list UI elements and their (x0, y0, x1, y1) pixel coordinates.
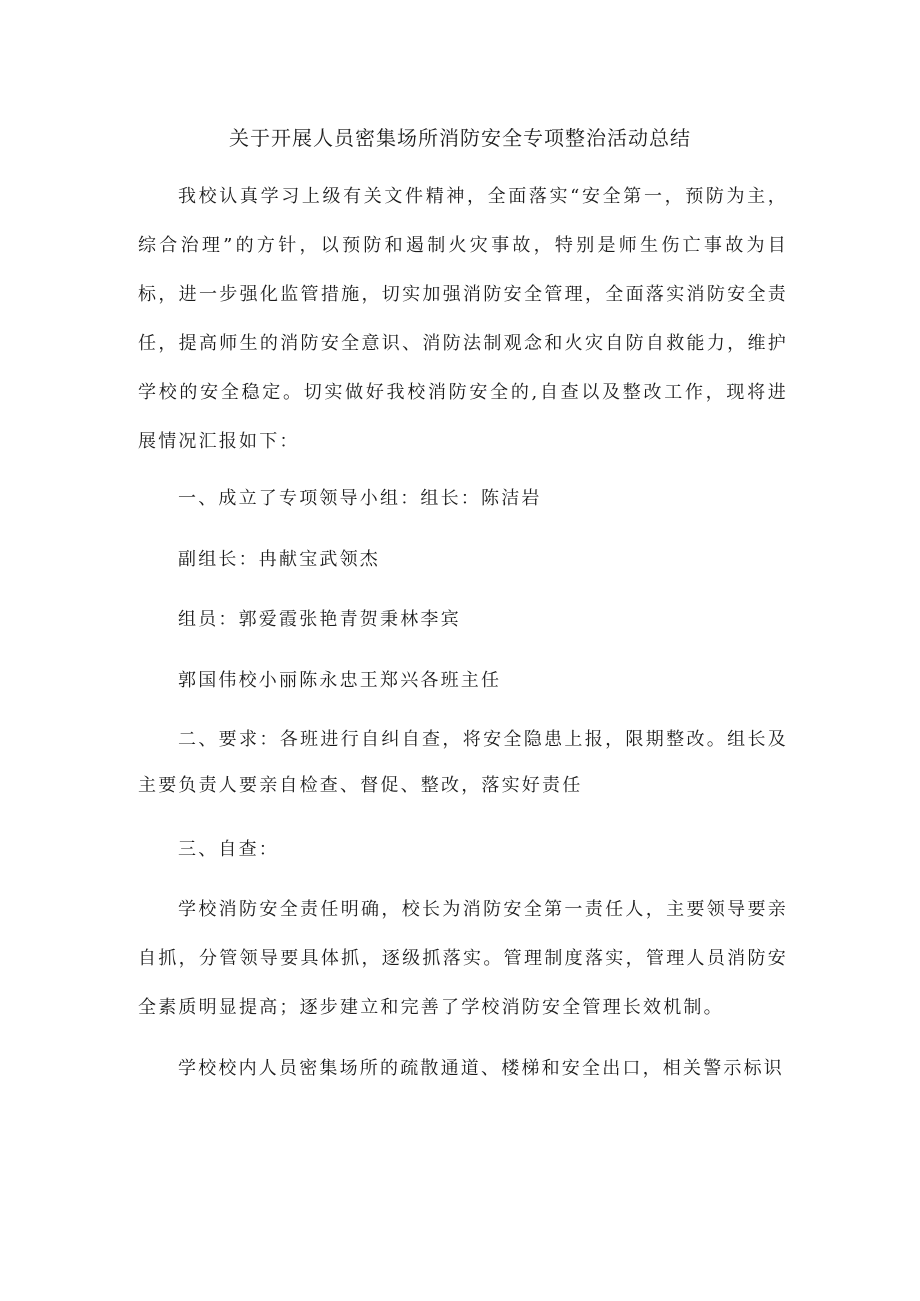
document-title: 关于开展人员密集场所消防安全专项整治活动总结 (229, 126, 691, 150)
paragraph-leader-group: 一、成立了专项领导小组：组长：陈洁岩 (178, 488, 542, 509)
paragraph-responsibility: 学校消防安全责任明确，校长为消防安全第一责任人，主要领导要亲自抓，分管领导要具体抓，逐级抓落实。管理制度落实，管理人员消防安全素质明显提高；逐步建立和完善了学校消防安全管理长效机制。 (138, 899, 788, 1018)
paragraph-deputy-leader: 副组长：冉献宝武领杰 (178, 549, 380, 570)
paragraph-requirements: 二、要求：各班进行自纠自查，将安全隐患上报，限期整改。组长及主要负责人要亲自检查、督促、整改，落实好责任 (138, 729, 788, 796)
paragraph-self-check-heading: 三、自查： (178, 839, 279, 860)
paragraph-members-continued: 郭国伟校小丽陈永忠王郑兴各班主任 (178, 670, 502, 691)
paragraph-intro: 我校认真学习上级有关文件精神，全面落实“安全第一，预防为主，综合治理”的方针，以预防和遏制火灾事故，特别是师生伤亡事故为目标，进一步强化监管措施，切实加强消防安全管理，全面落实消防安全责任，提高师生的消防安全意识、消防法制观念和火灾自防自救能力，维护学校的安全稳定。切实做好我校消防安全的,自查以及整改工作，现将进展情况汇报如下： (138, 186, 788, 452)
paragraph-evacuation: 学校校内人员密集场所的疏散通道、楼梯和安全出口，相关警示标识 (178, 1058, 784, 1079)
paragraph-members: 组员：郭爱霞张艳青贺秉林李宾 (178, 609, 461, 630)
